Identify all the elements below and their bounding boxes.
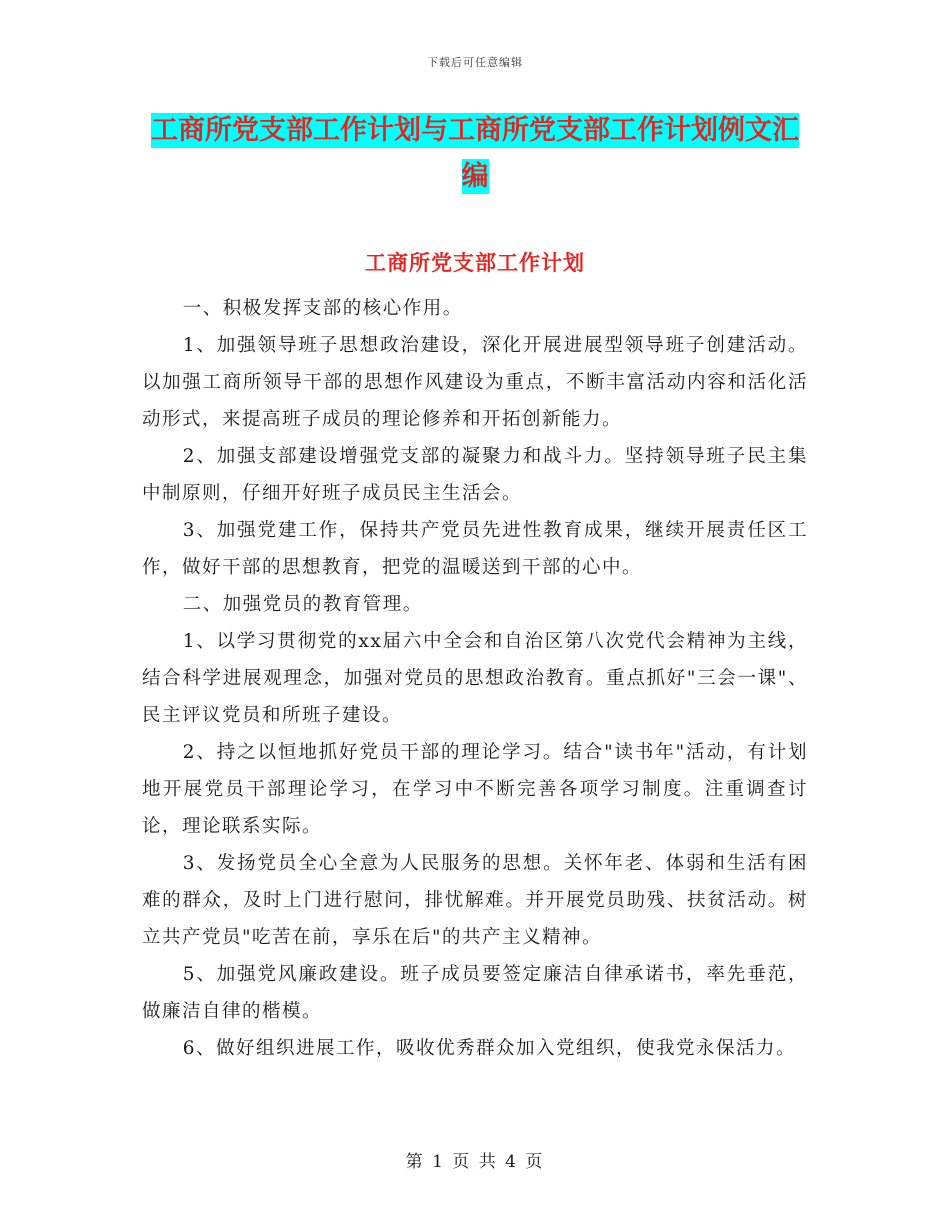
paragraph: 2、持之以恒地抓好党员干部的理论学习。结合"读书年"活动，有计划地开展党员干部理论学习，在学习中不断完善各项学习制度。注重调查讨论，理论联系实际。 xyxy=(142,742,808,837)
paragraph: 3、发扬党员全心全意为人民服务的思想。关怀年老、体弱和生活有困难的群众，及时上门进行慰问，排忧解难。并开展党员助残、扶贫活动。树立共产党员"吃苦在前，享乐在后"的共产主义精神。 xyxy=(142,853,808,948)
document-body xyxy=(142,290,808,1067)
section-title: 工商所党支部工作计划 xyxy=(365,251,585,275)
document-title-text: 工商所党支部工作计划与工商所党支部工作计划例文汇编 xyxy=(151,115,799,192)
paragraph: 6、做好组织进展工作，吸收优秀群众加入党组织，使我党永保活力。 xyxy=(182,1038,796,1059)
page-footer: 第 1 页 共 4 页 xyxy=(405,1152,545,1172)
paragraph: 一、积极发挥支部的核心作用。 xyxy=(182,298,463,319)
paragraph: 2、加强支部建设增强党支部的凝聚力和战斗力。坚持领导班子民主集中制原则，仔细开好班子成员民主生活会。 xyxy=(142,446,808,504)
paragraph: 5、加强党风廉政建设。班子成员要签定廉洁自律承诺书，率先垂范，做廉洁自律的楷模。 xyxy=(142,964,808,1022)
paragraph: 1、以学习贯彻党的xx届六中全会和自治区第八次党代会精神为主线，结合科学进展观理念，加强对党员的思想政治教育。重点抓好"三会一课"、民主评议党员和所班子建设。 xyxy=(142,631,808,726)
document-title xyxy=(140,108,810,200)
header-note: 下载后可任意编辑 xyxy=(427,56,523,69)
paragraph: 二、加强党员的教育管理。 xyxy=(182,594,423,615)
paragraph: 1、加强领导班子思想政治建设，深化开展进展型领导班子创建活动。以加强工商所领导干部的思想作风建设为重点，不断丰富活动内容和活化活动形式，来提高班子成员的理论修养和开拓创新能力。 xyxy=(142,335,808,430)
paragraph: 3、加强党建工作，保持共产党员先进性教育成果，继续开展责任区工作，做好干部的思想教育，把党的温暖送到干部的心中。 xyxy=(142,520,808,578)
